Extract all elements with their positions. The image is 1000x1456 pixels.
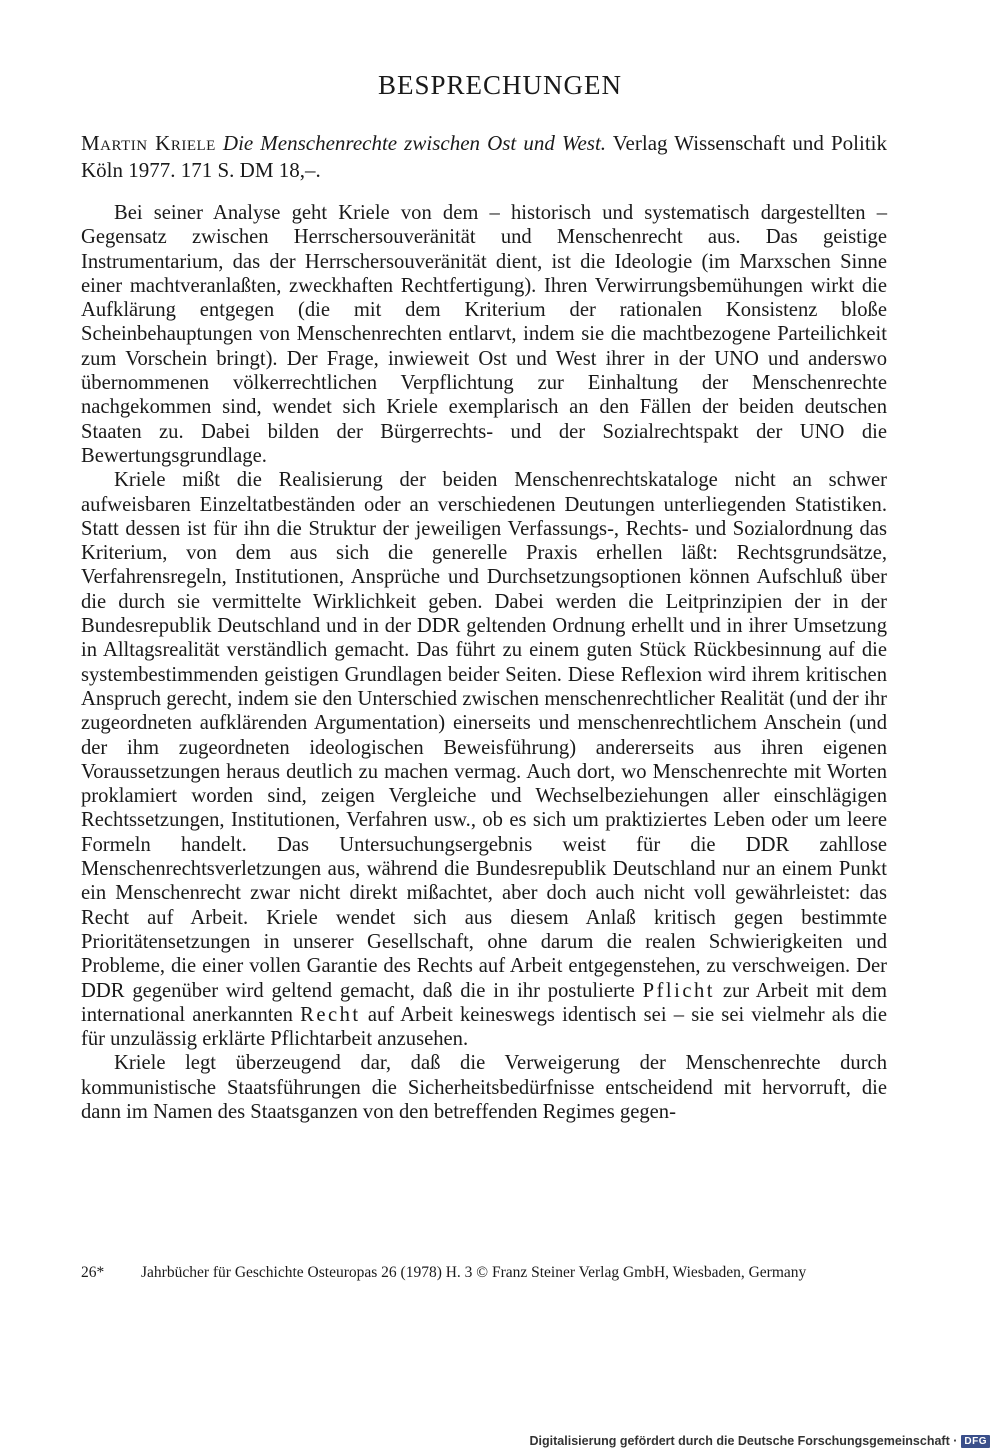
paragraph-2 [81,468,887,1051]
emphasis-pflicht: Pflicht [642,979,715,1002]
citation-title: Die Menschenrechte zwischen Ost und West. [222,131,607,155]
dfg-logo-icon: DFG [961,1435,990,1448]
citation-details: Verlag Wissenschaft und Politik Köln 1977. 171 S. DM 18,–. [81,131,887,182]
paragraph-1: Bei seiner Analyse geht Kriele von dem – historisch und systematisch dargestellten – Gegensatz zwischen Herrschersouveränität und Menschenrecht aus. Das geistige Instrumentarium, das der Herrschersouveränität dient, ist die Ideologie (im Marxschen Sinne einer machtveranlaßten, zweckhaften Rechtfertigung). Ihren Verwirrungsbemühungen wirkt die Aufklärung entgegen (die mit dem Kriterium der rationalen Konsistenz bloße Scheinbehauptungen von Menschenrechten entlarvt, indem sie die machtbezogene Parteilichkeit zum Vorschein bringt). Der Frage, inwieweit Ost und West ihrer in der UNO und anderswo übernommenen völkerrechtlichen Verpflichtung zur Einhaltung der Menschenrechte nachgekommen sind, wendet sich Kriele exemplarisch an den Fällen der beiden deutschen Staaten zu. Dabei bilden der Bürgerrechts- und der Sozialrechtspakt der UNO die Bewertungsgrundlage. [81,202,887,467]
paragraph-2-part-3: auf Arbeit keineswegs identisch sei – sie sei vielmehr als die für unzulässig erklärte Pflichtarbeit anzusehen. [81,1003,887,1051]
book-citation [81,130,887,184]
paragraph-2-part-2: zur Arbeit mit dem international anerkannten [81,979,888,1026]
page-number: 26* [81,1264,105,1281]
emphasis-recht: Recht [300,1003,361,1026]
digitization-text: Digitalisierung gefördert durch die Deutsche Forschungsgemeinschaft · [529,1434,958,1448]
page-footer [81,1264,891,1282]
digitization-notice [530,1434,990,1448]
paragraph-3: Kriele legt überzeugend dar, daß die Verweigerung der Menschenrechte durch kommunistische Staatsführungen die Sicherheitsbedürfnisse entscheidend mit hervorruft, die dann im Namen des Staatsganzen von den betreffenden Regimes gegen- [81,1052,887,1123]
review-body [81,201,887,1124]
citation-author: Martin Kriele [81,131,216,155]
journal-info: Jahrbücher für Geschichte Osteuropas 26 (1978) H. 3 © Franz Steiner Verlag GmbH, Wiesbaden, Germany [141,1264,807,1281]
section-heading: BESPRECHUNGEN [377,70,623,100]
paragraph-2-part-1: Kriele mißt die Realisierung der beiden Menschenrechtskataloge nicht an schwer aufweisbaren Einzeltatbeständen oder an verschiedenen Deutungen unterliegenden Statistiken. Statt dessen ist für ihn die Struktur der jeweiligen Verfassungs-, Rechts- und Sozialordnung das Kriterium, von dem aus sich die generelle Praxis erhellen läßt: Rechtsgrundsätze, Verfahrensregeln, Institutionen, Ansprüche und Durchsetzungsoptionen können Aufschluß über die durch sie vermittelte Wirklichkeit geben. Dabei werden die Leitprinzipien der in der Bundesrepublik Deutschland und in der DDR geltenden Ordnung erhellt und in ihrer Umsetzung in Alltagsrealität verständlich gemacht. Das führt zu einem guten Stück Rückbesinnung auf die systembestimmenden geistigen Grundlagen beider Seiten. Diese Reflexion wird ihrem kritischen Anspruch gerecht, indem sie den Unterschied zwischen menschenrechtlicher Realität (und der ihr zugeordneten aufklärenden Argumentation) einerseits und menschenrechtlichem Anschein (und der ihm zugeordneten ideologischen Beweisführung) andererseits aus ihren eigenen Voraussetzungen heraus deutlich zu machen vermag. Auch dort, wo Menschenrechte mit Worten proklamiert worden sind, zeigen Vergleiche und Wechselbeziehungen aller einschlägigen Rechtssetzungen, Institutionen, Verfahren usw., ob es sich um praktiziertes Leben oder um leere Formeln handelt. Das Untersuchungsergebnis weist für die DDR zahllose Menschenrechtsverletzungen aus, während die Bundesrepublik Deutschland nur an einem Punkt ein Menschenrecht zwar nicht direkt mißachtet, aber doch auch nicht voll gewährleistet: das Recht auf Arbeit. Kriele wendet sich aus diesem Anlaß kritisch gegen bestimmte Prioritätensetzungen in unserer Gesellschaft, ohne darum die realen Schwierigkeiten und Probleme, die einer vollen Garantie des Rechts auf Arbeit entgegenstehen, zu verschweigen. Der DDR gegenüber wird geltend gemacht, daß die in ihr postulierte [81,469,887,1002]
